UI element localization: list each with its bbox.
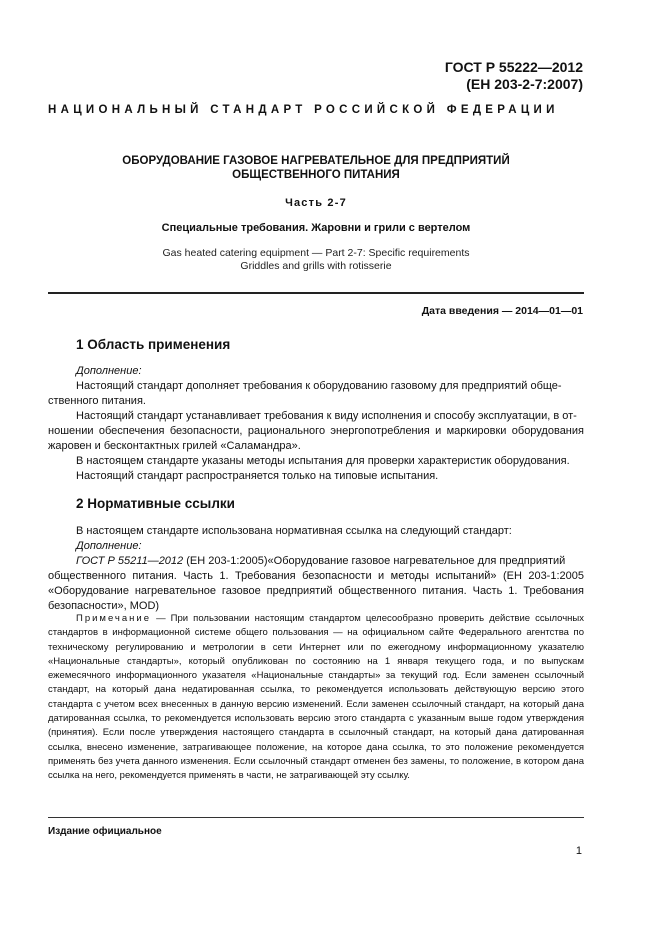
standard-code bbox=[445, 59, 583, 93]
section-1-paragraph-1-first: Настоящий стандарт дополняет требования к оборудованию газовому для предприятий обще- bbox=[76, 380, 562, 392]
english-title bbox=[48, 247, 584, 273]
title-line1: ОБОРУДОВАНИЕ ГАЗОВОЕ НАГРЕВАТЕЛЬНОЕ ДЛЯ ПРЕДПРИЯТИЙ bbox=[122, 155, 510, 167]
section-1-paragraph-2-rest: ношении обеспечения безопасности, рационального энергопотребления и маркировки оборудования жаровен и бесконтактных грилей «Саламандра». bbox=[48, 425, 584, 452]
section-2-addition-label: Дополнение: bbox=[76, 540, 142, 552]
page-number: 1 bbox=[575, 845, 582, 857]
section-2-heading: 2 Нормативные ссылки bbox=[76, 496, 235, 511]
edition-label: Издание официальное bbox=[48, 826, 162, 837]
section-1-paragraph-3: В настоящем стандарте указаны методы испытания для проверки характеристик оборудования. bbox=[76, 455, 570, 467]
section-2-reference-first bbox=[76, 554, 584, 569]
standard-code-line1: ГОСТ Р 55222—2012 bbox=[444, 59, 583, 75]
introduction-date: Дата введения — 2014—01—01 bbox=[421, 305, 583, 317]
document-title bbox=[48, 154, 584, 182]
national-standard-banner: НАЦИОНАЛЬНЫЙ СТАНДАРТ РОССИЙСКОЙ ФЕДЕРАЦИИ bbox=[48, 104, 559, 116]
footer-divider bbox=[48, 817, 584, 818]
note-text: — При пользовании настоящим стандартом целесообразно проверить действие ссылочных стандартов в информационной системе общего пользования — на официальном сайте Федерального агентства по техническому регулированию и метрологии в сети Интернет или по ежегодному информационному указателю «Национальные стандарты», который опубликован по состоянию на 1 января текущего года, и по выпускам ежемесячного информационного указателя «Национальные стандарты» за текущий год. Если заменен ссылочный стандарт, на который дана недатированная ссылка, то рекомендуется использовать действующую версию этого стандарта с учетом всех внесенных в данную версию изменений. Если заменен ссылочный стандарт, на который дана датированная ссылка, то рекомендуется использовать версию этого стандарта с указанным выше годом утверждения (принятия). Если после утверждения настоящего стандарта в ссылочный стандарт, на который дана датированная ссылка, внесено изменение, затрагивающее положение, на которое дана ссылка, то это положение рекомендуется применять без учета данного изменения. Если ссылочный стандарт отменен без замены, то положение, в котором дана ссылка на него, рекомендуется применять в части, не затрагивающей эту ссылку. bbox=[48, 613, 584, 782]
section-1-paragraph-4: Настоящий стандарт распространяется только на типовые испытания. bbox=[76, 470, 439, 482]
english-title-line2: Griddles and grills with rotisserie bbox=[240, 260, 392, 272]
note-label: Примечание bbox=[76, 613, 151, 624]
header-divider bbox=[48, 292, 584, 294]
document-subtitle: Специальные требования. Жаровни и грили с вертелом bbox=[161, 222, 471, 234]
part-label: Часть 2-7 bbox=[285, 197, 347, 209]
section-2-paragraph-1: В настоящем стандарте использована нормативная ссылка на следующий стандарт: bbox=[76, 525, 512, 537]
reference-first-line: (ЕН 203-1:2005)«Оборудование газовое нагревательное для предприятий bbox=[183, 555, 566, 567]
note-block bbox=[48, 612, 584, 784]
english-title-line1: Gas heated catering equipment — Part 2-7: Specific requirements bbox=[162, 247, 470, 259]
section-1-paragraph-2-first: Настоящий стандарт устанавливает требования к виду исполнения и способу эксплуатации, в от- bbox=[76, 410, 577, 422]
note-paragraph bbox=[48, 612, 584, 784]
title-line2: ОБЩЕСТВЕННОГО ПИТАНИЯ bbox=[232, 169, 400, 181]
reference-code: ГОСТ Р 55211—2012 bbox=[76, 555, 184, 567]
section-1-heading: 1 Область применения bbox=[76, 337, 231, 352]
standard-code-line2: (ЕН 203-2-7:2007) bbox=[466, 76, 583, 92]
section-1-body bbox=[48, 364, 584, 484]
section-2-reference-rest: общественного питания. Часть 1. Требования безопасности и методы испытаний» (ЕН 203-1:2005 «Оборудование нагревательное газовое предприятий общественного питания. Часть 1. Требования безопасности», MOD) bbox=[48, 570, 584, 612]
section-2-body bbox=[48, 524, 584, 614]
section-1-paragraph-1-rest: ственного питания. bbox=[48, 395, 146, 407]
section-1-addition-label: Дополнение: bbox=[76, 365, 142, 377]
